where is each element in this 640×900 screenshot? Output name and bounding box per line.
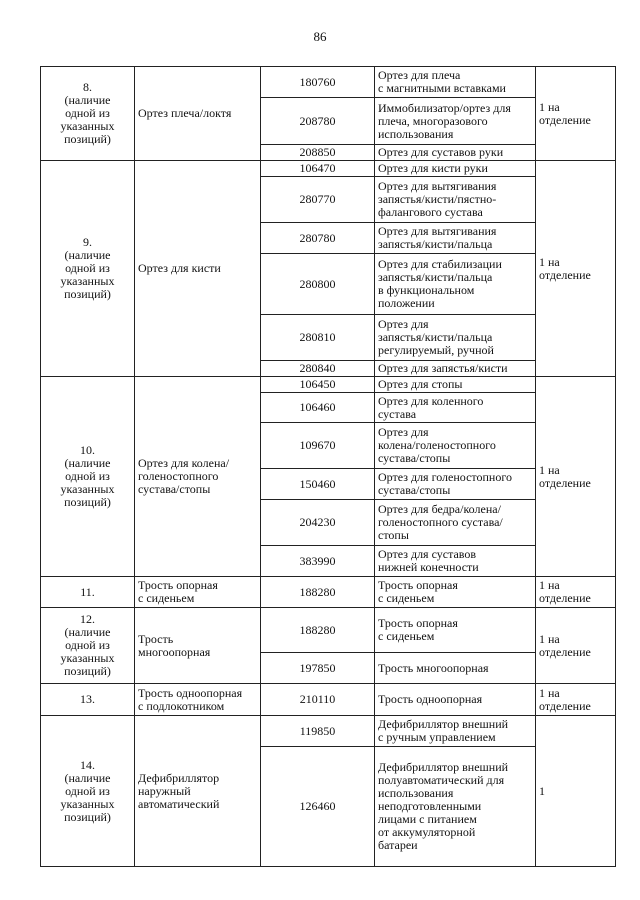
- position-number: 12. (наличие одной из указанных позиций): [41, 608, 135, 684]
- position-number: 14. (наличие одной из указанных позиций): [41, 716, 135, 867]
- position-number: 13.: [41, 684, 135, 716]
- quantity-requirement: 1 на отделение: [536, 577, 616, 608]
- item-description: Ортез для вытягивания запястья/кисти/пястно- фалангового сустава: [375, 177, 536, 223]
- item-description: Ортез для плеча с магнитными вставками: [375, 67, 536, 98]
- equipment-name: Трость многоопорная: [135, 608, 261, 684]
- item-code: 119850: [261, 716, 375, 747]
- item-code: 280800: [261, 254, 375, 315]
- quantity-requirement: 1: [536, 716, 616, 867]
- quantity-requirement: 1 на отделение: [536, 161, 616, 377]
- item-code: 383990: [261, 546, 375, 577]
- equipment-name: Трость опорная с сиденьем: [135, 577, 261, 608]
- item-code: 280780: [261, 223, 375, 254]
- page-number: 86: [313, 29, 327, 44]
- item-code: 210110: [261, 684, 375, 716]
- item-code: 106470: [261, 161, 375, 177]
- item-code: 150460: [261, 469, 375, 500]
- item-code: 280810: [261, 315, 375, 361]
- table-row: [41, 716, 616, 747]
- quantity-requirement: 1 на отделение: [536, 67, 616, 161]
- item-code: 126460: [261, 747, 375, 867]
- item-description: Иммобилизатор/ортез для плеча, многоразового использования: [375, 98, 536, 145]
- quantity-requirement: 1 на отделение: [536, 608, 616, 684]
- item-description: Ортез для колена/голеностопного сустава/стопы: [375, 423, 536, 469]
- table-row: [41, 684, 616, 716]
- item-description: Ортез для коленного сустава: [375, 393, 536, 423]
- item-code: 204230: [261, 500, 375, 546]
- equipment-table: [40, 66, 616, 867]
- position-number: 9. (наличие одной из указанных позиций): [41, 161, 135, 377]
- item-description: Ортез для вытягивания запястья/кисти/пальца: [375, 223, 536, 254]
- quantity-requirement: 1 на отделение: [536, 684, 616, 716]
- item-description: Трость опорная с сиденьем: [375, 608, 536, 653]
- table-row: [41, 577, 616, 608]
- item-description: Ортез для запястья/кисти/пальца регулируемый, ручной: [375, 315, 536, 361]
- item-code: 180760: [261, 67, 375, 98]
- quantity-requirement: 1 на отделение: [536, 377, 616, 577]
- item-description: Ортез для стабилизации запястья/кисти/пальца в функциональном положении: [375, 254, 536, 315]
- item-description: Ортез для бедра/колена/ голеностопного сустава/ стопы: [375, 500, 536, 546]
- item-code: 280840: [261, 361, 375, 377]
- table-row: [41, 377, 616, 393]
- item-description: Ортез для кисти руки: [375, 161, 536, 177]
- item-description: Ортез для суставов руки: [375, 145, 536, 161]
- item-description: Дефибриллятор внешний полуавтоматический для использования неподготовленными лицами с питанием от аккумуляторной батареи: [375, 747, 536, 867]
- item-description: Трость опорная с сиденьем: [375, 577, 536, 608]
- equipment-name: Ортез для кисти: [135, 161, 261, 377]
- equipment-name: Трость одноопорная с подлокотником: [135, 684, 261, 716]
- item-description: Ортез для голеностопного сустава/стопы: [375, 469, 536, 500]
- position-number: 8. (наличие одной из указанных позиций): [41, 67, 135, 161]
- table-row: [41, 608, 616, 653]
- table-row: [41, 67, 616, 98]
- item-code: 188280: [261, 608, 375, 653]
- item-description: Ортез для запястья/кисти: [375, 361, 536, 377]
- item-code: 188280: [261, 577, 375, 608]
- equipment-name: Дефибриллятор наружный автоматический: [135, 716, 261, 867]
- item-description: Дефибриллятор внешний с ручным управлением: [375, 716, 536, 747]
- item-code: 280770: [261, 177, 375, 223]
- item-code: 197850: [261, 653, 375, 684]
- table-row: [41, 161, 616, 177]
- item-description: Ортез для суставов нижней конечности: [375, 546, 536, 577]
- item-code: 109670: [261, 423, 375, 469]
- equipment-name: Ортез для колена/ голеностопного сустава/стопы: [135, 377, 261, 577]
- item-code: 208850: [261, 145, 375, 161]
- item-code: 106460: [261, 393, 375, 423]
- position-number: 11.: [41, 577, 135, 608]
- item-description: Трость многоопорная: [375, 653, 536, 684]
- item-code: 106450: [261, 377, 375, 393]
- item-code: 208780: [261, 98, 375, 145]
- item-description: Ортез для стопы: [375, 377, 536, 393]
- item-description: Трость одноопорная: [375, 684, 536, 716]
- equipment-name: Ортез плеча/локтя: [135, 67, 261, 161]
- position-number: 10. (наличие одной из указанных позиций): [41, 377, 135, 577]
